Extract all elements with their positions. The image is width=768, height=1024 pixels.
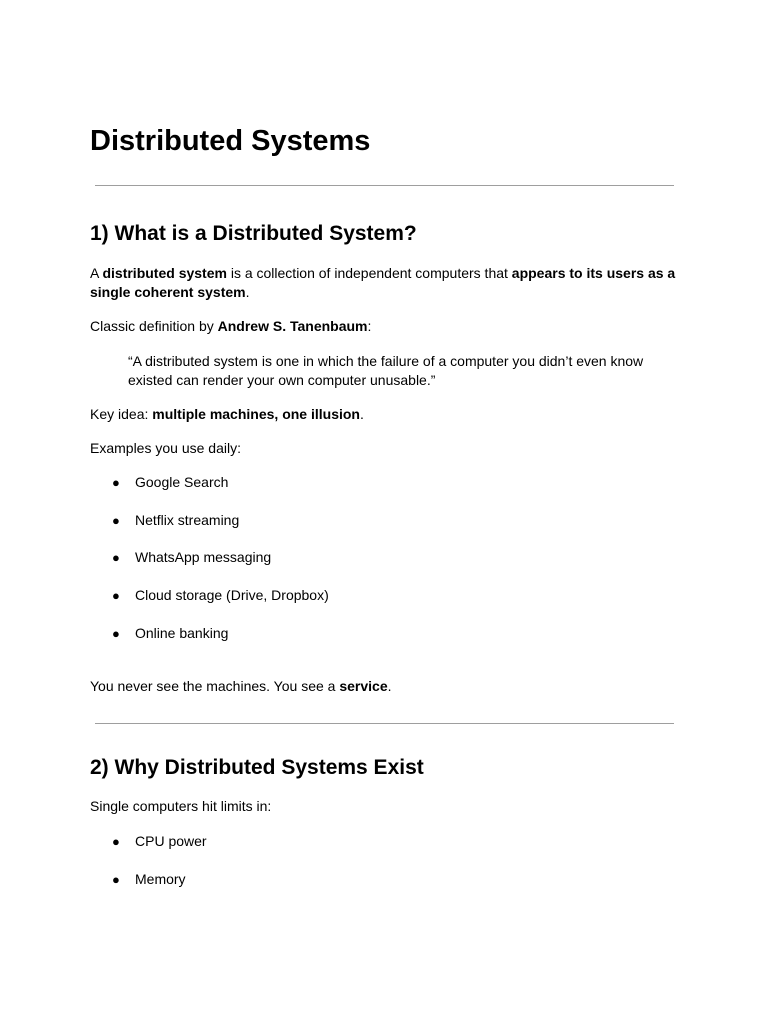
key-idea-paragraph — [90, 405, 680, 424]
text-run: A — [90, 265, 103, 281]
bullet-icon: ● — [112, 588, 120, 603]
key-idea-phrase: multiple machines, one illusion — [152, 406, 360, 422]
author-name: Andrew S. Tanenbaum — [217, 318, 368, 334]
list-item — [112, 870, 186, 889]
text-run: Key idea: — [90, 406, 153, 422]
classic-definition-paragraph — [90, 317, 680, 336]
list-item — [112, 473, 228, 492]
list-item — [112, 832, 207, 851]
bold-phrase: appears to its users as a single coherent system — [90, 265, 676, 300]
list-item — [112, 586, 329, 605]
examples-intro: Examples you use daily: — [90, 440, 241, 456]
horizontal-divider — [95, 723, 674, 724]
bold-term: distributed system — [102, 265, 227, 281]
list-item-text: WhatsApp messaging — [135, 549, 272, 565]
bullet-icon: ● — [112, 550, 120, 565]
list-item — [112, 511, 239, 530]
bold-term: service — [339, 678, 388, 694]
definition-paragraph — [90, 264, 680, 302]
list-item-text: Google Search — [135, 474, 229, 490]
section-2-heading: 2) Why Distributed Systems Exist — [90, 756, 424, 779]
tanenbaum-quote: “A distributed system is one in which the failure of a computer you didn’t even know existed can render your own computer unusable.” — [128, 353, 644, 388]
text-run: You never see the machines. You see a — [90, 678, 340, 694]
bullet-icon: ● — [112, 513, 120, 528]
section-1-heading: 1) What is a Distributed System? — [90, 222, 417, 245]
list-item-text: Netflix streaming — [135, 512, 240, 528]
bullet-icon: ● — [112, 872, 120, 887]
list-item-text: Cloud storage (Drive, Dropbox) — [135, 587, 329, 603]
text-run: . — [387, 678, 392, 694]
list-item-text: CPU power — [135, 833, 207, 849]
list-item-text: Memory — [135, 871, 186, 887]
list-item — [112, 624, 228, 643]
text-run: Classic definition by — [90, 318, 218, 334]
page-title: Distributed Systems — [90, 125, 371, 157]
text-run: is a collection of independent computers that — [226, 265, 512, 281]
closing-paragraph — [90, 677, 680, 696]
bullet-icon: ● — [112, 834, 120, 849]
text-run: : — [367, 318, 372, 334]
list-item-text: Online banking — [135, 625, 229, 641]
text-run: . — [245, 284, 250, 300]
limits-intro: Single computers hit limits in: — [90, 798, 272, 814]
bullet-icon: ● — [112, 475, 120, 490]
horizontal-divider — [95, 185, 674, 186]
bullet-icon: ● — [112, 626, 120, 641]
list-item — [112, 548, 271, 567]
text-run: . — [359, 406, 364, 422]
